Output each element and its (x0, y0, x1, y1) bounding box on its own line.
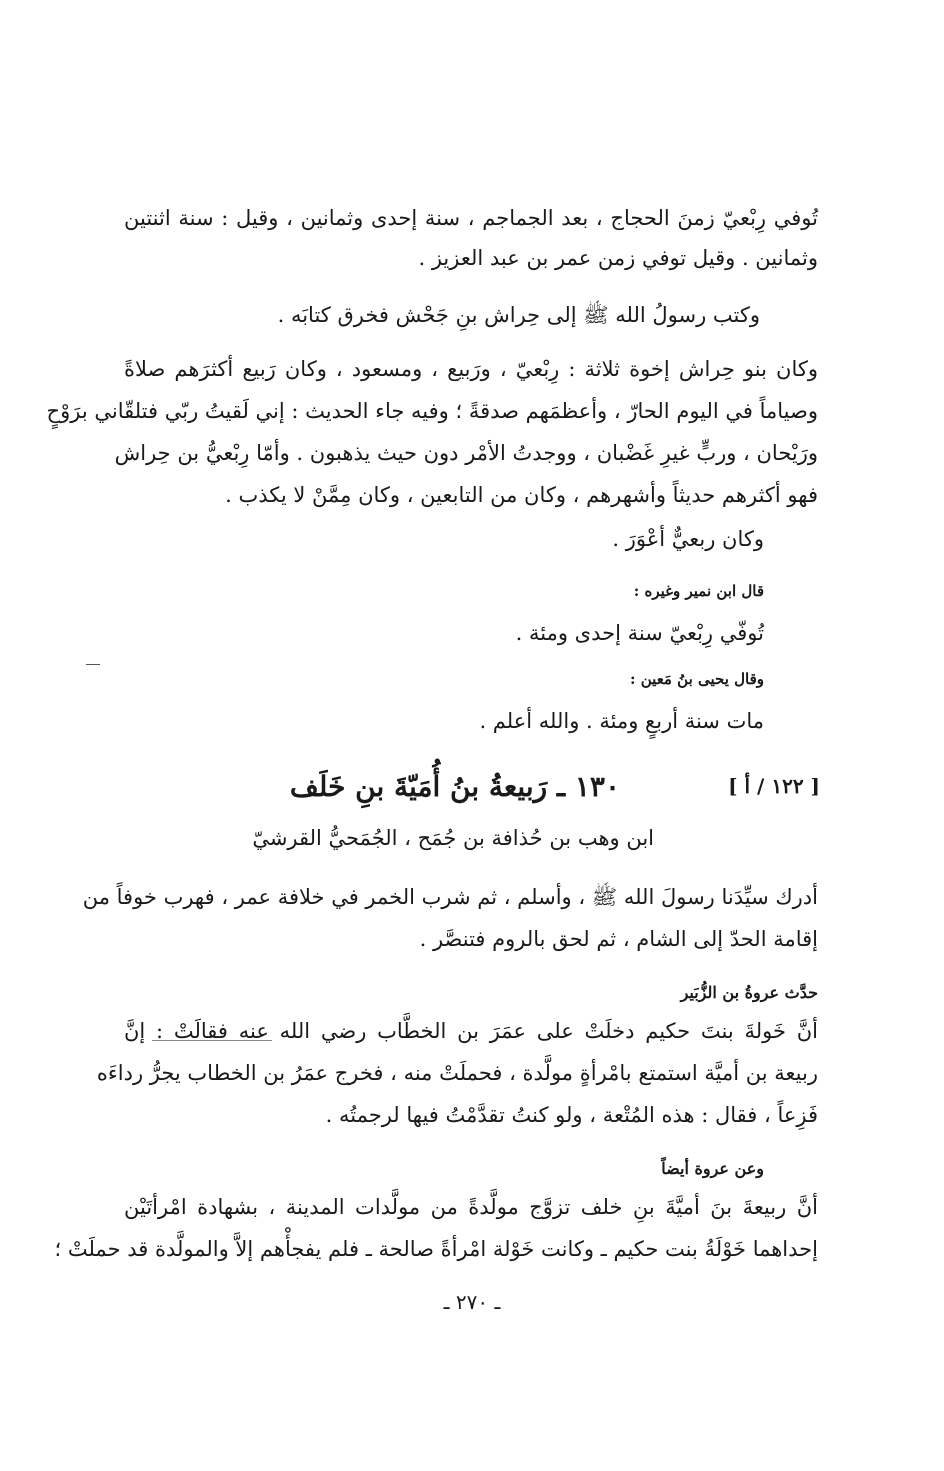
paragraph-5: تُوفّي رِبْعيّ سنة إحدى ومئة . (515, 621, 764, 645)
paragraph-9-line-2: إحداهما خَوْلَةُ بنت حكيم ـ وكانت خَوْلة امْرأةً صالحة ـ فلم يفجأْهم إلاَّ والمولَّدة قد حملَتْ ؛ (54, 1237, 818, 1261)
paragraph-1-line-1: تُوفي رِبْعيّ زمنَ الحجاج ، بعد الجماجم ، سنة إحدى وثمانين ، وقيل : سنة اثنتين (124, 206, 818, 230)
paragraph-3-line-3: ورَيْحان ، وربٍّ غيرِ غَضْبان ، ووجدتُ الأمْر دون حيث يذهبون . وأمّا رِبْعيُّ بن حِراش (114, 441, 818, 465)
paragraph-8-line-1: أنَّ خَولةَ بنتَ حكيم دخلَتْ على عمَرَ بن الخطَّاب رضي الله عنه فقالَتْ : إنَّ (124, 1019, 818, 1043)
quote-label-ibn-numayr: قال ابن نمير وغيره : (633, 582, 764, 600)
entry-lineage: ابن وهب بن حُذافة بن جُمَح ، الجُمَحيُّ القرشيّ (252, 826, 654, 850)
paragraph-6: مات سنة أربعٍ ومئة . والله أعلم . (479, 709, 764, 733)
paragraph-3-line-1: وكان بنو حِراش إخوة ثلاثة : رِبْعيّ ، ورَبيع ، ومسعود ، وكان رَبيع أكثرَهم صلاةً (124, 357, 818, 381)
paragraph-4: وكان ربعيٌّ أعْوَرَ . (612, 527, 764, 551)
narration-label-urwa: حدَّث عروةُ بن الزُّبَير (680, 983, 818, 1002)
page-number: ـ ٢٧٠ ـ (443, 1290, 501, 1314)
paragraph-3-line-2: وصياماً في اليوم الحارّ ، وأعظمَهم صدقةً ؛ وفيه جاء الحديث : إني لَقيتُ ربّي فتلقّاني برَوْحٍ (46, 399, 818, 423)
entry-heading (126, 770, 820, 810)
paragraph-8-line-2: ربيعة بن أميَّة استمتع بامْرأةٍ مولَّدة ، فحملَتْ منه ، فخرج عمَرُ بن الخطاب يجرُّ رداءَه (96, 1061, 818, 1085)
paragraph-2-line-1: وكتب رسولُ الله ﷺ إلى حِراش بنِ جَحْش فخرق كتابَه . (277, 303, 760, 327)
narration-label-urwa-also: وعن عروة أيضاً (661, 1159, 764, 1178)
paragraph-3-line-4: فهو أكثرهم حديثاً وأشهرهم ، وكان من التابعين ، وكان مِمَّنْ لا يكذب . (225, 483, 818, 507)
paragraph-7-line-1: أدرك سيِّدَنا رسولَ الله ﷺ ، وأسلم ، ثم شرب الخمر في خلافة عمر ، فهرب خوفاً من (82, 885, 818, 909)
entry-title: ١٣٠ ـ رَبيعةُ بنُ أُمَيّةَ بنِ خَلَف (289, 770, 620, 803)
margin-mark (86, 664, 100, 665)
paragraph-9-line-1: أنَّ ربيعةَ بنَ أميَّةَ بنِ خلف تزوَّج مولَّدةً من مولَّدات المدينة ، بشهادة امْرأتَيْن (124, 1195, 818, 1219)
folio-reference: [ ١٢٢ / أ ] (728, 774, 820, 798)
paragraph-1-line-2: وثمانين . وقيل توفي زمن عمر بن عبد العزيز . (418, 246, 818, 270)
quote-label-yahya-ibn-main: وقال يحيى بنُ مَعين : (629, 670, 764, 688)
paragraph-8-line-3: فَزِعاً ، فقال : هذه المُتْعة ، ولو كنتُ تقدَّمْتُ فيها لرجمتُه . (325, 1103, 818, 1127)
paragraph-7-line-2: إقامة الحدّ إلى الشام ، ثم لحق بالروم فتنصَّر . (419, 927, 818, 951)
